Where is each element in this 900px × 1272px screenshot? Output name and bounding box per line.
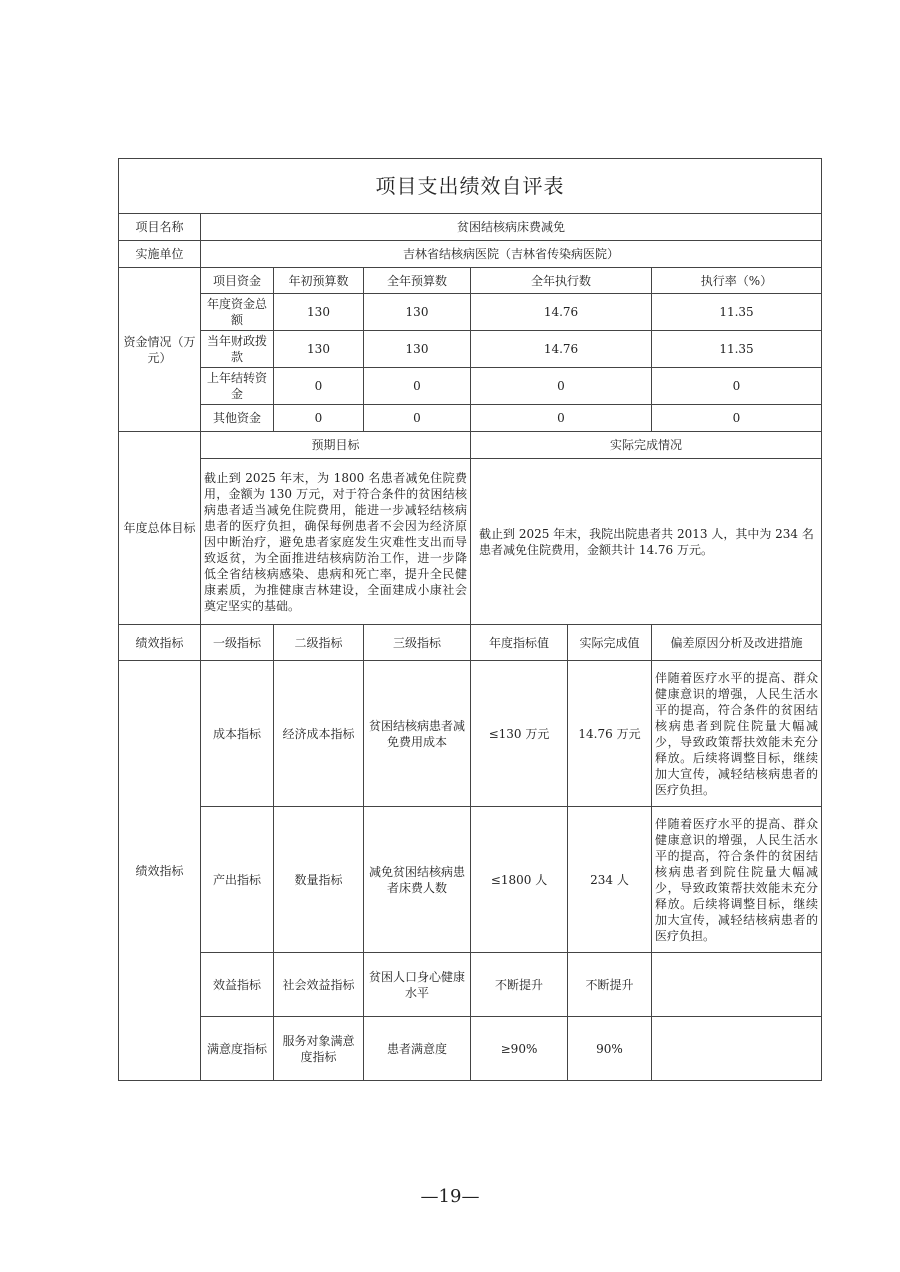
indicator-level2: 社会效益指标 (274, 953, 364, 1017)
indicator-target: ≤1800 人 (471, 807, 568, 953)
indicator-header: 绩效指标 (119, 625, 201, 661)
goal-expected-text: 截止到 2025 年末，为 1800 名患者减免住院费用，金额为 130 万元，对于符合条件的贫困结核病患者适当减免住院费用，能进一步减轻结核病患者的医疗负担，确保每例患者不会因为经济原因中断治疗，避免患者家庭发生灾难性支出而导致返贫，为全面推进结核病防治工作，进一步降低全省结核病感染、患病和死亡率，提升全民健康素质，为推健康吉林建设，全面建成小康社会奠定坚实的基础。 (201, 459, 471, 625)
indicator-target: ≤130 万元 (471, 661, 568, 807)
unit-value: 吉林省结核病医院（吉林省传染病医院） (201, 241, 822, 268)
performance-table (118, 158, 822, 1081)
indicator-level2: 经济成本指标 (274, 661, 364, 807)
funds-cell: 0 (652, 405, 822, 432)
funds-row-name: 其他资金 (201, 405, 274, 432)
funds-row-name: 上年结转资金 (201, 368, 274, 405)
indicator-header: 二级指标 (274, 625, 364, 661)
indicator-actual: 14.76 万元 (568, 661, 652, 807)
indicator-header: 年度指标值 (471, 625, 568, 661)
indicator-actual: 234 人 (568, 807, 652, 953)
funds-cell: 0 (471, 405, 652, 432)
funds-cell: 0 (652, 368, 822, 405)
page-number: —19— (420, 1186, 480, 1207)
indicator-target: 不断提升 (471, 953, 568, 1017)
table-title: 项目支出绩效自评表 (119, 159, 822, 214)
goal-actual-header: 实际完成情况 (471, 432, 822, 459)
funds-header: 项目资金 (201, 268, 274, 294)
indicator-level1: 效益指标 (201, 953, 274, 1017)
indicator-level3: 贫困人口身心健康水平 (364, 953, 471, 1017)
funds-row-name: 年度资金总额 (201, 294, 274, 331)
funds-cell: 0 (471, 368, 652, 405)
indicator-target: ≥90% (471, 1017, 568, 1081)
goal-expected-header: 预期目标 (201, 432, 471, 459)
funds-row-name: 当年财政拨款 (201, 331, 274, 368)
funds-header: 全年执行数 (471, 268, 652, 294)
indicator-analysis: 伴随着医疗水平的提高、群众健康意识的增强，人民生活水平的提高，符合条件的贫困结核病患者到院住院量大幅减少，导致政策帮扶效能未充分释放。后续将调整目标，继续加大宣传，减轻结核病患者的医疗负担。 (652, 807, 822, 953)
funds-cell: 14.76 (471, 331, 652, 368)
indicator-level3: 减免贫困结核病患者床费人数 (364, 807, 471, 953)
indicator-level1: 产出指标 (201, 807, 274, 953)
indicator-analysis: 伴随着医疗水平的提高、群众健康意识的增强，人民生活水平的提高，符合条件的贫困结核病患者到院住院量大幅减少，导致政策帮扶效能未充分释放。后续将调整目标，继续加大宣传，减轻结核病患者的医疗负担。 (652, 661, 822, 807)
funds-label: 资金情况（万元） (119, 268, 201, 432)
indicator-level1: 满意度指标 (201, 1017, 274, 1081)
goal-label: 年度总体目标 (119, 432, 201, 625)
funds-cell: 0 (274, 368, 364, 405)
funds-header: 年初预算数 (274, 268, 364, 294)
funds-header: 全年预算数 (364, 268, 471, 294)
indicator-level3: 患者满意度 (364, 1017, 471, 1081)
indicator-level2: 数量指标 (274, 807, 364, 953)
funds-cell: 11.35 (652, 294, 822, 331)
indicator-analysis (652, 953, 822, 1017)
indicator-header: 实际完成值 (568, 625, 652, 661)
funds-header: 执行率（%） (652, 268, 822, 294)
indicator-analysis (652, 1017, 822, 1081)
funds-cell: 11.35 (652, 331, 822, 368)
indicator-header: 三级指标 (364, 625, 471, 661)
funds-cell: 0 (364, 405, 471, 432)
indicator-level1: 成本指标 (201, 661, 274, 807)
funds-cell: 0 (364, 368, 471, 405)
project-name-label: 项目名称 (119, 214, 201, 241)
funds-cell: 0 (274, 405, 364, 432)
funds-cell: 130 (274, 294, 364, 331)
indicators-label: 绩效指标 (119, 661, 201, 1081)
goal-actual-text: 截止到 2025 年末，我院出院患者共 2013 人，其中为 234 名患者减免住院费用，金额共计 14.76 万元。 (471, 459, 822, 625)
funds-cell: 130 (274, 331, 364, 368)
funds-cell: 130 (364, 331, 471, 368)
funds-cell: 14.76 (471, 294, 652, 331)
indicator-header: 一级指标 (201, 625, 274, 661)
indicator-level2: 服务对象满意度指标 (274, 1017, 364, 1081)
funds-cell: 130 (364, 294, 471, 331)
unit-label: 实施单位 (119, 241, 201, 268)
indicator-actual: 90% (568, 1017, 652, 1081)
indicator-header: 偏差原因分析及改进措施 (652, 625, 822, 661)
indicator-level3: 贫困结核病患者减免费用成本 (364, 661, 471, 807)
project-name-value: 贫困结核病床费减免 (201, 214, 822, 241)
indicator-actual: 不断提升 (568, 953, 652, 1017)
